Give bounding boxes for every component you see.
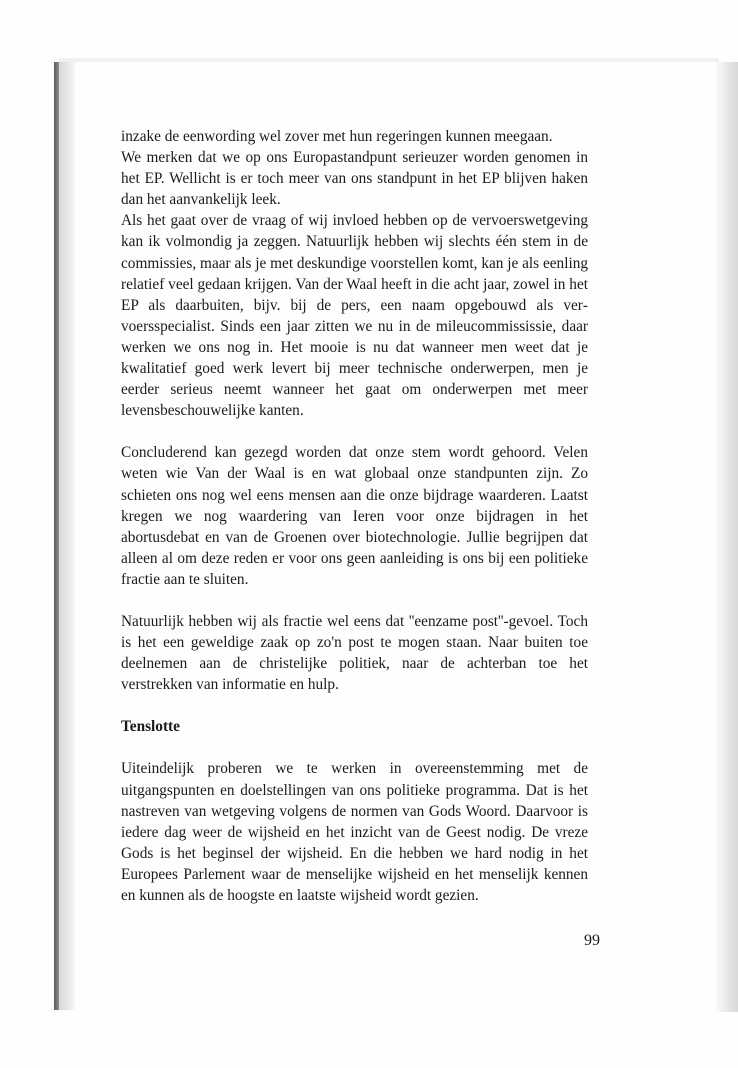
gutter-shading (59, 62, 75, 1010)
section-heading: Tenslotte (121, 718, 180, 736)
page-edge-shading (716, 62, 738, 1012)
paragraph-uiteindelijk: Uiteindelijk proberen we te werken in overeenstemming met de uitgangspunten en doelstellingen van ons politieke programma. Dat is het nastreven van wetgeving volgens de normen van Gods Woord. Daarvoor is iedere dag weer de wijsheid en het inzicht van de Geest nodig. De vreze Gods is het beginsel der wijsheid. En die hebben we hard nodig in het Europees Parlement waar de menselijke wijsheid en het menselijk kennen en kunnen als de hoogste en laatste wijsheid wordt gezien. (121, 760, 588, 904)
paragraph-europa-standpunt: We merken dat we op ons Europastandpunt serieuzer worden genomen in het EP. Wellicht is er toch meer van ons standpunt in het EP blijven haken dan het aanvankelijk leek. (121, 149, 588, 209)
paragraph-continuation: inzake de eenwording wel zover met hun regeringen kunnen meegaan. (121, 128, 553, 145)
paragraph-gap (121, 695, 588, 716)
paragraph-gap (121, 737, 588, 758)
paragraph-eenzame-post: Natuurlijk hebben wij als fractie wel eens dat ''eenzame post''-gevoel. Toch is het een geweldige zaak op zo'n post te mogen staan. Naar buiten toe deelnemen aan de christelijke politiek, naar de achterban toe het verstrekken van informatie en hulp. (121, 612, 588, 694)
paragraph-concluderend: Concluderend kan gezegd worden dat onze stem wordt gehoord. Velen weten wie Van der Waal is en wat globaal onze standpunten zijn. Zo schieten ons nog wel eens mensen aan die onze bijdrage waarderen. Laatst kregen we nog waardering van Ieren voor onze bijdragen in het abortusdebat en van de Groenen over biotechnologie. Jullie begrijpen dat alleen al om deze reden er voor ons geen aanleiding is ons bij een politieke fractie aan te sluiten. (121, 444, 588, 588)
body-text (121, 126, 588, 906)
page-top-shadow (59, 58, 719, 62)
paragraph-vervoerswetgeving: Als het gaat over de vraag of wij invloed hebben op de vervoerswetgeving kan ik volmondig ja zeggen. Natuurlijk hebben wij slechts één stem in de commissies, maar als je met deskundige voorstellen komt, kan je als eenling relatief veel gedaan krijgen. Van der Waal heeft in die acht jaar, zowel in het EP als daarbuiten, bijv. bij de pers, een naam opgebouwd als vervoersspecialist. Sinds een jaar zitten we nu in de mileucommississie, daar werken we ons nog in. Het mooie is nu dat wanneer men weet dat je kwalitatief goed werk levert bij meer technische onderwerpen, men je eerder serieus neemt wanneer het gaat om onderwerpen met meer levensbeschouwelijke kanten. (121, 212, 588, 420)
page-number: 99 (584, 932, 600, 949)
paragraph-gap (121, 421, 588, 442)
paragraph-gap (121, 590, 588, 611)
